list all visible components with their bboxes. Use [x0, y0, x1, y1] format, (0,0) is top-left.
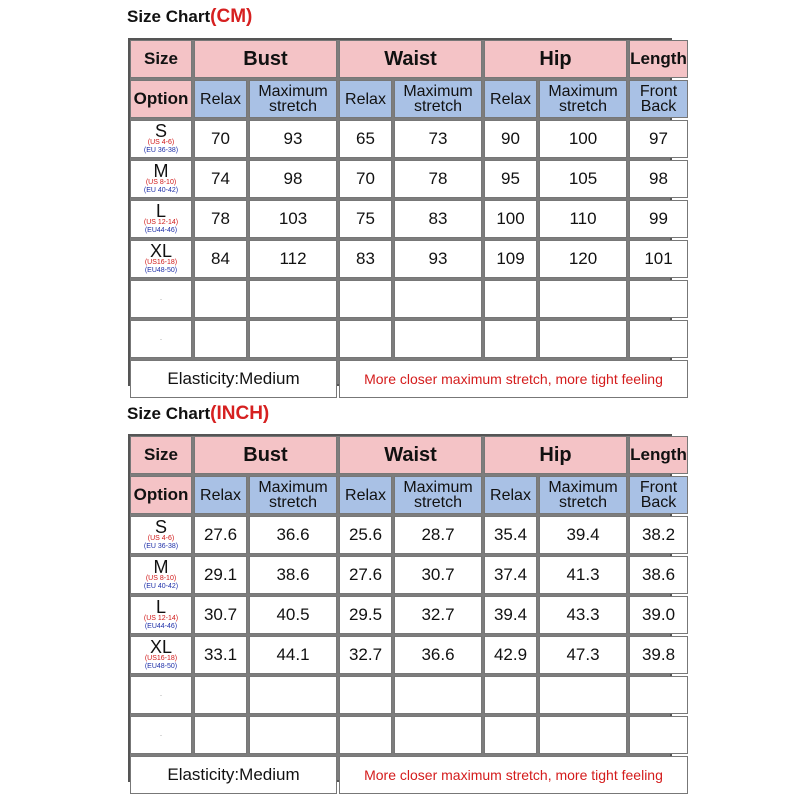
subheader-maximum-stretch: [394, 80, 482, 118]
measurement-cell: 97: [629, 120, 688, 158]
header-option: Option: [130, 476, 192, 514]
header-length: Length: [629, 40, 688, 78]
size-eu-range: (EU44-46): [144, 623, 178, 630]
empty-size-cell: [130, 716, 192, 754]
header-size: Size: [130, 436, 192, 474]
empty-cell: [539, 280, 627, 318]
header-length: Length: [629, 436, 688, 474]
empty-cell: [394, 320, 482, 358]
subheader-relax: Relax: [194, 80, 247, 118]
empty-cell: [539, 320, 627, 358]
measurement-cell: 44.1: [249, 636, 337, 674]
header-hip: Hip: [484, 40, 627, 78]
measurement-cell: 39.0: [629, 596, 688, 634]
subheader-max-line2: stretch: [413, 98, 462, 115]
measurement-cell: 100: [484, 200, 537, 238]
measurement-cell: 33.1: [194, 636, 247, 674]
measurement-cell: 100: [539, 120, 627, 158]
measurement-cell: 41.3: [539, 556, 627, 594]
subheader-maximum-stretch: [249, 80, 337, 118]
subheader-front-back: [629, 476, 688, 514]
empty-cell: [484, 716, 537, 754]
subheader-max-line1: Maximum: [258, 479, 328, 496]
measurement-cell: 47.3: [539, 636, 627, 674]
empty-cell: [249, 716, 337, 754]
header-size: Size: [130, 40, 192, 78]
chart-title-text: Size Chart: [127, 404, 211, 423]
measurement-cell: 29.1: [194, 556, 247, 594]
size-label-s: [130, 516, 192, 554]
size-name: S: [154, 517, 167, 537]
measurement-cell: 78: [194, 200, 247, 238]
subheader-relax: Relax: [339, 476, 392, 514]
size-table-inch: [128, 434, 687, 784]
measurement-cell: 84: [194, 240, 247, 278]
header-waist: Waist: [339, 436, 482, 474]
subheader-maximum-stretch: [249, 476, 337, 514]
size-eu-range: (EU44-46): [144, 227, 178, 234]
measurement-cell: 110: [539, 200, 627, 238]
measurement-cell: 32.7: [394, 596, 482, 634]
size-us-range: (US 8-10): [145, 575, 177, 582]
measurement-cell: 78: [394, 160, 482, 198]
measurement-cell: 36.6: [394, 636, 482, 674]
dot-mark: ·: [159, 690, 163, 700]
measurement-cell: 42.9: [484, 636, 537, 674]
measurement-cell: 98: [629, 160, 688, 198]
measurement-cell: 74: [194, 160, 247, 198]
measurement-cell: 38.2: [629, 516, 688, 554]
subheader-relax: Relax: [194, 476, 247, 514]
measurement-cell: 90: [484, 120, 537, 158]
size-name: L: [155, 201, 166, 221]
subheader-maximum-stretch: [394, 476, 482, 514]
chart-unit: (CM): [210, 6, 253, 27]
chart-unit: (INCH): [210, 403, 270, 424]
subheader-max-line1: Maximum: [258, 83, 328, 100]
size-label-m: [130, 160, 192, 198]
measurement-cell: 39.4: [484, 596, 537, 634]
size-name: L: [155, 597, 166, 617]
measurement-cell: 27.6: [339, 556, 392, 594]
subheader-front: Front: [639, 83, 678, 100]
empty-cell: [484, 320, 537, 358]
stretch-note: More closer maximum stretch, more tight feeling: [339, 360, 688, 398]
measurement-cell: 65: [339, 120, 392, 158]
empty-size-cell: [130, 280, 192, 318]
subheader-max-line2: stretch: [558, 494, 607, 511]
size-name: XL: [149, 241, 173, 261]
empty-cell: [394, 716, 482, 754]
measurement-cell: 70: [339, 160, 392, 198]
header-waist: Waist: [339, 40, 482, 78]
size-chart-inch-title: [127, 404, 269, 424]
measurement-cell: 30.7: [394, 556, 482, 594]
subheader-max-line1: Maximum: [403, 479, 473, 496]
size-us-range: (US16-18): [144, 259, 178, 266]
subheader-front: Front: [639, 479, 678, 496]
subheader-relax: Relax: [484, 476, 537, 514]
measurement-cell: 73: [394, 120, 482, 158]
size-us-range: (US 4-6): [147, 139, 175, 146]
subheader-back: Back: [640, 494, 677, 511]
measurement-cell: 95: [484, 160, 537, 198]
measurement-cell: 75: [339, 200, 392, 238]
empty-cell: [484, 280, 537, 318]
empty-cell: [194, 716, 247, 754]
subheader-front-back: [629, 80, 688, 118]
size-name: M: [153, 161, 169, 181]
size-label-xl: [130, 240, 192, 278]
empty-cell: [249, 280, 337, 318]
size-label-xl: [130, 636, 192, 674]
size-eu-range: (EU 40-42): [143, 187, 179, 194]
size-eu-range: (EU 36-38): [143, 543, 179, 550]
measurement-cell: 70: [194, 120, 247, 158]
header-option: Option: [130, 80, 192, 118]
elasticity-label: Elasticity:Medium: [130, 756, 337, 794]
measurement-cell: 83: [394, 200, 482, 238]
size-eu-range: (EU 36-38): [143, 147, 179, 154]
size-name: S: [154, 121, 167, 141]
measurement-cell: 105: [539, 160, 627, 198]
empty-cell: [249, 676, 337, 714]
size-eu-range: (EU 40-42): [143, 583, 179, 590]
dot-mark: ·: [159, 730, 163, 740]
measurement-cell: 27.6: [194, 516, 247, 554]
measurement-cell: 112: [249, 240, 337, 278]
empty-cell: [339, 716, 392, 754]
dot-mark: ·: [159, 334, 163, 344]
subheader-max-line2: stretch: [558, 98, 607, 115]
measurement-cell: 35.4: [484, 516, 537, 554]
empty-cell: [484, 676, 537, 714]
measurement-cell: 37.4: [484, 556, 537, 594]
measurement-cell: 28.7: [394, 516, 482, 554]
empty-cell: [339, 676, 392, 714]
measurement-cell: 25.6: [339, 516, 392, 554]
measurement-cell: 103: [249, 200, 337, 238]
size-eu-range: (EU48-50): [144, 663, 178, 670]
empty-cell: [539, 716, 627, 754]
empty-cell: [339, 320, 392, 358]
subheader-max-line2: stretch: [413, 494, 462, 511]
dot-mark: ·: [159, 294, 163, 304]
empty-cell: [339, 280, 392, 318]
size-label-m: [130, 556, 192, 594]
size-us-range: (US16-18): [144, 655, 178, 662]
subheader-relax: Relax: [339, 80, 392, 118]
empty-cell: [539, 676, 627, 714]
measurement-cell: 109: [484, 240, 537, 278]
measurement-cell: 36.6: [249, 516, 337, 554]
measurement-cell: 30.7: [194, 596, 247, 634]
subheader-relax: Relax: [484, 80, 537, 118]
measurement-cell: 32.7: [339, 636, 392, 674]
empty-cell: [629, 676, 688, 714]
subheader-max-line1: Maximum: [548, 479, 618, 496]
empty-cell: [629, 716, 688, 754]
header-hip: Hip: [484, 436, 627, 474]
header-bust: Bust: [194, 40, 337, 78]
measurement-cell: 93: [394, 240, 482, 278]
size-label-s: [130, 120, 192, 158]
empty-cell: [249, 320, 337, 358]
size-us-range: (US 8-10): [145, 179, 177, 186]
measurement-cell: 39.4: [539, 516, 627, 554]
elasticity-label: Elasticity:Medium: [130, 360, 337, 398]
stretch-note: More closer maximum stretch, more tight feeling: [339, 756, 688, 794]
measurement-cell: 98: [249, 160, 337, 198]
empty-size-cell: [130, 320, 192, 358]
empty-cell: [194, 320, 247, 358]
empty-cell: [194, 676, 247, 714]
empty-size-cell: [130, 676, 192, 714]
measurement-cell: 83: [339, 240, 392, 278]
measurement-cell: 101: [629, 240, 688, 278]
empty-cell: [394, 280, 482, 318]
empty-cell: [629, 280, 688, 318]
measurement-cell: 120: [539, 240, 627, 278]
empty-cell: [394, 676, 482, 714]
size-chart-cm-title: [127, 7, 252, 27]
size-eu-range: (EU48-50): [144, 267, 178, 274]
subheader-max-line2: stretch: [268, 494, 317, 511]
measurement-cell: 99: [629, 200, 688, 238]
subheader-max-line2: stretch: [268, 98, 317, 115]
measurement-cell: 39.8: [629, 636, 688, 674]
size-us-range: (US 12-14): [143, 615, 179, 622]
size-label-l: [130, 596, 192, 634]
measurement-cell: 38.6: [629, 556, 688, 594]
subheader-max-line1: Maximum: [548, 83, 618, 100]
subheader-maximum-stretch: [539, 80, 627, 118]
empty-cell: [629, 320, 688, 358]
size-us-range: (US 12-14): [143, 219, 179, 226]
measurement-cell: 93: [249, 120, 337, 158]
size-us-range: (US 4-6): [147, 535, 175, 542]
measurement-cell: 43.3: [539, 596, 627, 634]
size-name: XL: [149, 637, 173, 657]
measurement-cell: 38.6: [249, 556, 337, 594]
size-table-cm: [128, 38, 687, 388]
measurement-cell: 29.5: [339, 596, 392, 634]
measurement-cell: 40.5: [249, 596, 337, 634]
size-label-l: [130, 200, 192, 238]
subheader-maximum-stretch: [539, 476, 627, 514]
subheader-max-line1: Maximum: [403, 83, 473, 100]
subheader-back: Back: [640, 98, 677, 115]
header-bust: Bust: [194, 436, 337, 474]
empty-cell: [194, 280, 247, 318]
chart-title-text: Size Chart: [127, 7, 211, 26]
size-name: M: [153, 557, 169, 577]
